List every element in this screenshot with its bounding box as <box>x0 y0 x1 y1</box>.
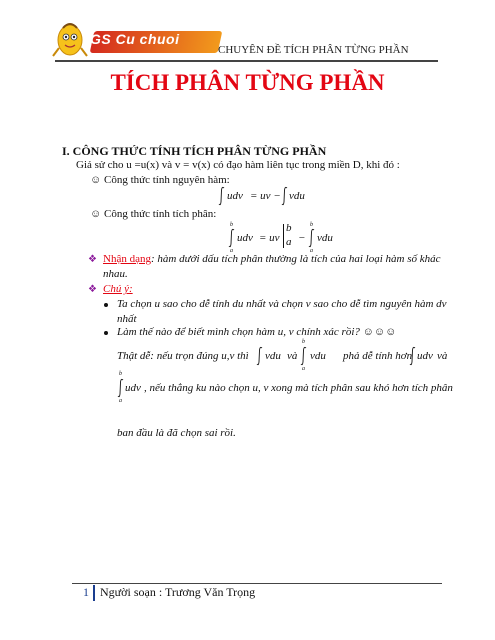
integral-sign-icon <box>117 378 125 398</box>
explanation-vdu: vdu <box>265 350 281 362</box>
header-rule <box>55 60 438 62</box>
integral-lower-limit: a <box>310 248 313 254</box>
header-title: CHUYÊN ĐỀ TÍCH PHÂN TỪNG PHẦN <box>218 44 409 56</box>
integral-sign-icon <box>256 346 264 366</box>
bullet-2-text: Làm thế nào để biết mình chọn hàm u, v chính xác rồi? ☺☺☺ <box>117 326 397 338</box>
note-label: Chú ý: <box>103 283 133 295</box>
bullet-1-text: Ta chọn u sao cho dễ tính du nhất và chọn v sao cho dễ tìm nguyên hàm dv <box>117 298 447 310</box>
integral-sign-icon <box>409 346 417 366</box>
primitive-label: ☺ Công thức tính nguyên hàm: <box>90 174 230 186</box>
formula-lhs: udv <box>227 190 243 202</box>
integral-sign-icon <box>281 186 289 206</box>
integral-upper-limit: b <box>119 371 122 377</box>
logo <box>50 18 220 64</box>
diamond-bullet-icon: ❖ <box>88 254 97 265</box>
footer-separator <box>93 585 95 601</box>
explanation-text: , nếu thẳng ku nào chọn u, v xong mà tích phân sau khó hơn tích phân <box>144 382 453 394</box>
eval-upper-limit: b <box>286 222 292 234</box>
bullet-dot-icon <box>104 303 108 307</box>
integral-upper-limit: b <box>310 222 313 228</box>
evaluation-bar <box>283 224 284 248</box>
page-number: 1 <box>83 585 89 599</box>
formula-lhs: udv <box>237 232 253 244</box>
explanation-text: phả dễ tính hơn <box>343 350 413 362</box>
logo-text: GS Cu chuoi <box>90 31 180 47</box>
recognition-text: : hàm dưới dấu tích phân thường là tích của hai loại hàm số khác <box>150 253 441 265</box>
bullet-dot-icon <box>104 331 108 335</box>
page-title: TÍCH PHÂN TỪNG PHẦN <box>110 70 385 95</box>
integral-lower-limit: a <box>119 398 122 404</box>
integral-upper-limit: b <box>230 222 233 228</box>
explanation-line-3: ban đầu là đã chọn sai rồi. <box>117 427 236 439</box>
diamond-bullet-icon: ❖ <box>88 284 97 295</box>
integral-sign-icon <box>300 346 308 366</box>
definite-label: ☺ Công thức tính tích phân: <box>90 208 217 220</box>
explanation-vdu: vdu <box>310 350 326 362</box>
explanation-udv: udv <box>125 382 141 394</box>
footer-author: Người soạn : Trương Văn Trọng <box>100 585 256 599</box>
formula-rhs: vdu <box>317 232 333 244</box>
explanation-line-2 <box>117 371 457 404</box>
explanation-and: và <box>437 350 448 362</box>
explanation-udv: udv <box>417 350 433 362</box>
integral-sign-icon <box>308 228 316 248</box>
integral-sign-icon <box>218 186 226 206</box>
recognition-text-cont: nhau. <box>103 268 128 280</box>
formula-eq: = uv <box>259 232 280 244</box>
integral-sign-icon <box>228 228 236 248</box>
footer-rule <box>72 583 442 584</box>
bullet-1-text-cont: nhất <box>117 313 137 325</box>
formula-rhs: vdu <box>289 190 305 202</box>
integral-upper-limit: b <box>302 339 305 345</box>
recognition-line <box>103 253 441 265</box>
intro-text: Giả sử cho u =u(x) và v = v(x) có đạo hàm liên tục trong miền D, khi đó : <box>76 159 400 171</box>
explanation-text: Thật dễ: nếu trọn đúng u,v thì <box>117 350 249 362</box>
eval-lower-limit: a <box>286 236 292 248</box>
integral-lower-limit: a <box>302 366 305 372</box>
formula-minus: − <box>298 232 306 244</box>
recognition-label: Nhận dạng <box>103 253 151 265</box>
integral-lower-limit: a <box>230 248 233 254</box>
explanation-and: và <box>287 350 298 362</box>
section-heading: I. CÔNG THỨC TÍNH TÍCH PHÂN TỪNG PHẦN <box>62 144 327 158</box>
formula-eq: = uv − <box>250 190 281 202</box>
